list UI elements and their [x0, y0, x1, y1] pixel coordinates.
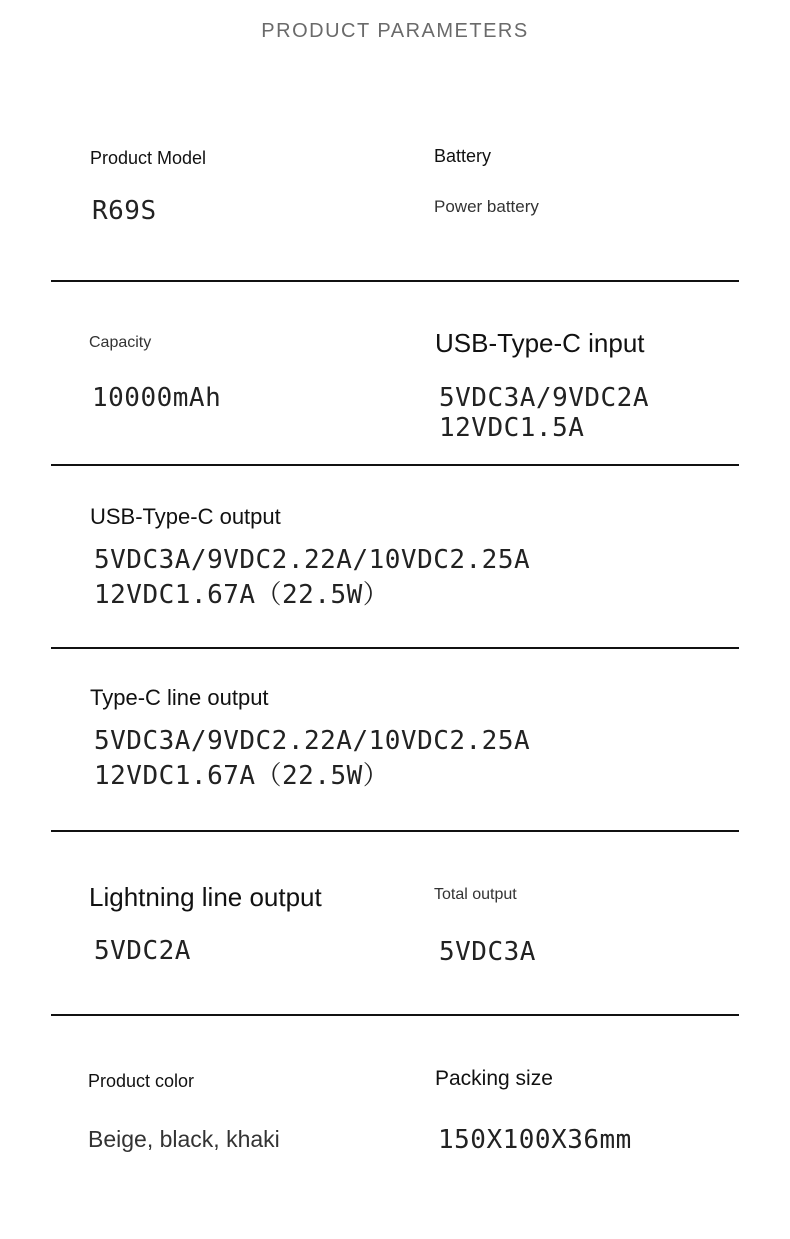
product-model-label: Product Model — [90, 148, 207, 168]
packing-size-label: Packing size — [435, 1067, 553, 1090]
typec-line-output-value — [94, 724, 530, 794]
divider — [51, 464, 739, 466]
total-output-value: 5VDC3A — [439, 937, 536, 967]
divider — [51, 280, 739, 282]
usb-c-input-value — [439, 383, 649, 443]
usb-c-output-label: USB-Type-C output — [90, 504, 281, 529]
packing-size-value: 150X100X36mm — [438, 1125, 632, 1155]
typec-line-output-value-line2: 12VDC1.67A（22.5W） — [94, 761, 390, 791]
lightning-output-value: 5VDC2A — [94, 936, 191, 966]
battery-value: Power battery — [434, 197, 539, 216]
usb-c-output-value-line1: 5VDC3A/9VDC2.22A/10VDC2.25A — [94, 545, 531, 575]
usb-c-input-label: USB-Type-C input — [435, 328, 645, 358]
product-color-value: Beige, black, khaki — [88, 1126, 280, 1152]
divider — [51, 647, 739, 649]
capacity-label: Capacity — [89, 334, 152, 351]
product-model-value: R69S — [92, 196, 157, 226]
product-color-label: Product color — [88, 1071, 195, 1091]
lightning-output-label: Lightning line output — [89, 882, 322, 912]
page-title: PRODUCT PARAMETERS — [261, 20, 529, 42]
divider — [51, 830, 739, 832]
usb-c-input-value-line1: 5VDC3A/9VDC2A — [439, 383, 649, 413]
battery-label: Battery — [434, 146, 492, 166]
total-output-label: Total output — [434, 886, 517, 903]
usb-c-input-value-line2: 12VDC1.5A — [439, 413, 585, 443]
typec-line-output-value-line1: 5VDC3A/9VDC2.22A/10VDC2.25A — [94, 726, 531, 756]
usb-c-output-value — [94, 543, 530, 613]
usb-c-output-value-line2: 12VDC1.67A（22.5W） — [94, 580, 390, 610]
capacity-value: 10000mAh — [92, 383, 222, 413]
divider — [51, 1014, 739, 1016]
typec-line-output-label: Type-C line output — [90, 685, 269, 710]
